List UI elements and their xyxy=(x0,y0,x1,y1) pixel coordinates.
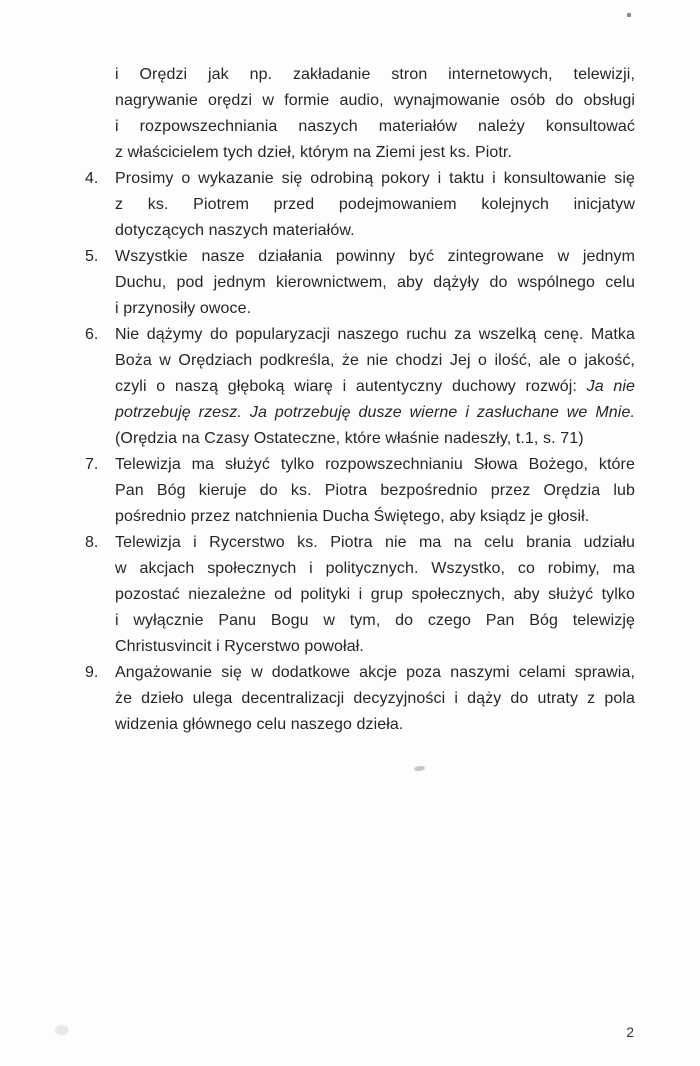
text-line: z właścicielem tych dzieł, którym na Ziemi jest ks. Piotr. xyxy=(115,144,513,161)
scan-smudge-icon xyxy=(414,765,426,771)
text-line: pozostać niezależne od polityki i grup społecznych, aby służyć tylko xyxy=(115,586,635,603)
text-line: Duchu, pod jednym kierownictwem, aby dążyły do wspólnego celu xyxy=(115,274,635,291)
quote-italic-line: potrzebuję rzesz. Ja potrzebuję dusze wierne i zasłuchane we Mnie. xyxy=(115,404,635,421)
item-number: 6. xyxy=(85,326,99,343)
scan-smudge-icon xyxy=(55,1025,69,1035)
text-segment: czyli o naszą głęboką wiarę i autentyczny duchowy rozwój: xyxy=(115,378,587,395)
item-number: 7. xyxy=(85,456,99,473)
item-number: 4. xyxy=(85,170,99,187)
item-number: 9. xyxy=(85,664,99,681)
text-line: Pan Bóg kieruje do ks. Piotra bezpośrednio przez Orędzia lub xyxy=(115,482,635,499)
list-item-6 xyxy=(85,322,636,452)
citation-line: (Orędzia na Czasy Ostateczne, które właśnie nadeszły, t.1, s. 71) xyxy=(115,430,584,447)
text-line: Telewizja i Rycerstwo ks. Piotra nie ma na celu brania udziału xyxy=(115,534,635,551)
text-line: że dzieło ulega decentralizacji decyzyjności i dąży do utraty z pola xyxy=(115,690,635,707)
text-line: Nie dążymy do popularyzacji naszego ruchu za wszelką cenę. Matka xyxy=(115,326,635,343)
quote-italic-segment: Ja nie xyxy=(586,378,636,395)
text-line: nagrywanie orędzi w formie audio, wynajmowanie osób do obsługi xyxy=(115,92,635,109)
text-line: Prosimy o wykazanie się odrobiną pokory i taktu i konsultowanie się xyxy=(115,170,635,187)
text-line: Christusvincit i Rycerstwo powołał. xyxy=(115,638,364,655)
document-body xyxy=(85,62,636,738)
text-line: Boża w Orędziach podkreśla, że nie chodzi Jej o ilość, ale o jakość, xyxy=(115,352,635,369)
text-line: i Orędzi jak np. zakładanie stron internetowych, telewizji, xyxy=(115,66,635,83)
text-line: i przynosiły owoce. xyxy=(115,300,252,317)
list-item-5 xyxy=(85,244,635,322)
page-number: 2 xyxy=(626,1024,634,1040)
text-line: i wyłącznie Panu Bogu w tym, do czego Pan Bóg telewizję xyxy=(115,612,635,629)
text-line: Wszystkie nasze działania powinny być zintegrowane w jednym xyxy=(115,248,635,265)
text-line: i rozpowszechniania naszych materiałów należy konsultować xyxy=(115,118,635,135)
item-number: 8. xyxy=(85,534,99,551)
text-line: widzenia głównego celu naszego dzieła. xyxy=(115,716,404,733)
list-item-7 xyxy=(85,452,635,530)
text-line: Angażowanie się w dodatkowe akcje poza naszymi celami sprawia, xyxy=(115,664,635,681)
item-number: 5. xyxy=(85,248,99,265)
text-line: dotyczących naszych materiałów. xyxy=(115,222,355,239)
list-item-9 xyxy=(85,660,635,738)
list-item-4 xyxy=(85,166,635,244)
text-line: w akcjach społecznych i politycznych. Wszystko, co robimy, ma xyxy=(115,560,635,577)
text-line-mixed xyxy=(115,374,635,400)
scan-speck-icon xyxy=(627,13,631,17)
text-line: pośrednio przez natchnienia Ducha Świętego, aby ksiądz je głosił. xyxy=(115,508,590,525)
text-line: Telewizja ma służyć tylko rozpowszechnianiu Słowa Bożego, które xyxy=(115,456,635,473)
paragraph-continuation xyxy=(115,62,635,166)
text-line: z ks. Piotrem przed podejmowaniem kolejnych inicjatyw xyxy=(115,196,635,213)
list-item-8 xyxy=(85,530,635,660)
